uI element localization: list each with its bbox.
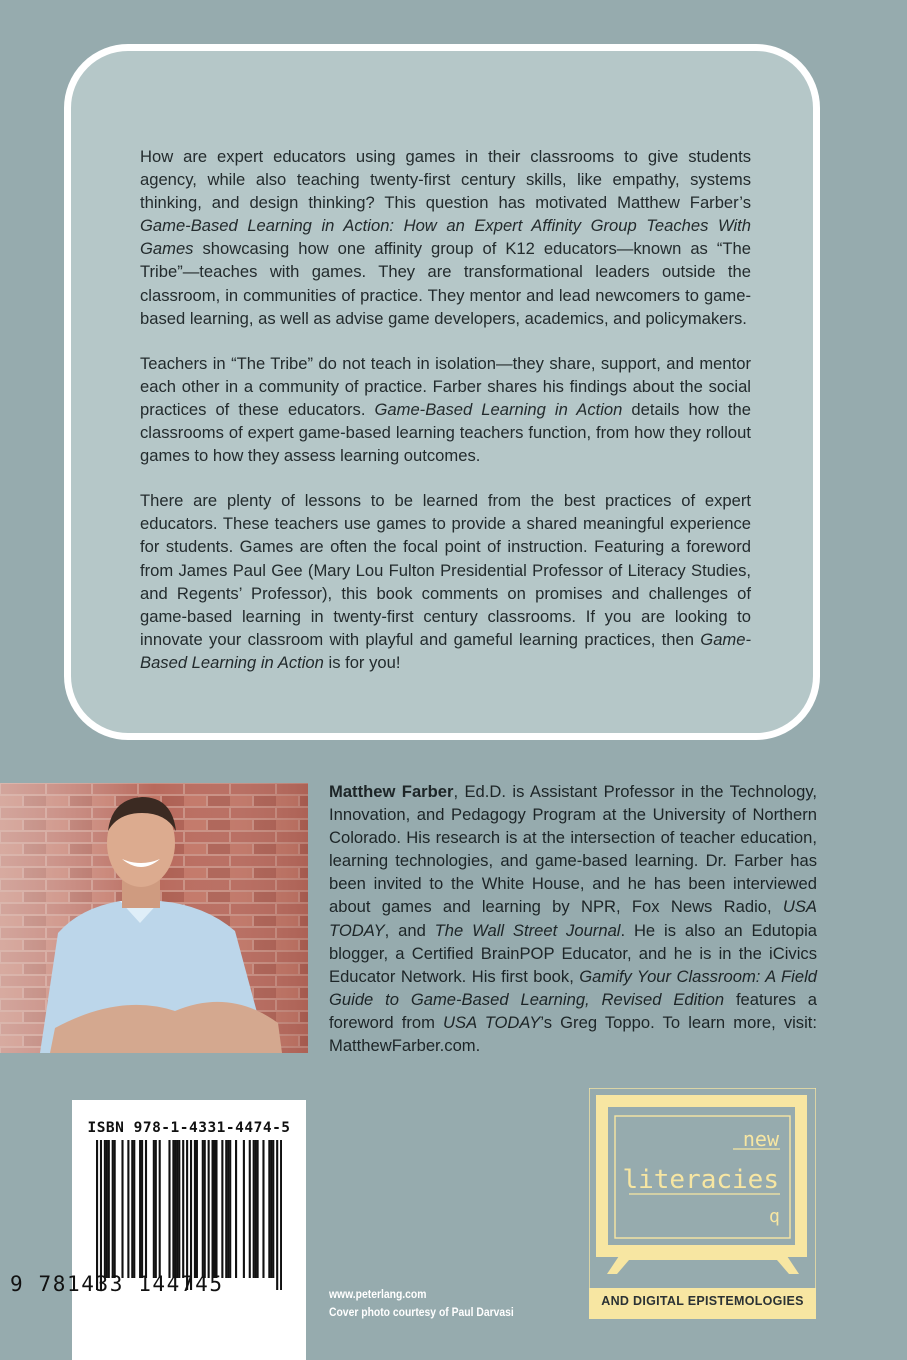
barcode-bar bbox=[213, 1140, 215, 1278]
barcode-bar bbox=[168, 1140, 170, 1278]
bio-run: , and bbox=[384, 920, 435, 940]
bio-run: Matthew Farber bbox=[329, 782, 454, 801]
blurb-run: is for you! bbox=[323, 652, 401, 672]
barcode-bar bbox=[131, 1140, 133, 1278]
series-logo bbox=[589, 1088, 816, 1319]
blurb-run: Game-Based Learning in Action bbox=[374, 399, 623, 419]
author-bio bbox=[329, 780, 817, 1057]
bio-run: features a foreword from bbox=[329, 989, 817, 1032]
barcode-bar bbox=[221, 1140, 223, 1278]
barcode bbox=[96, 1140, 282, 1290]
blurb-run: There are plenty of lessons to be learned from the best practices of expert educators. These teachers use games to provide a shared meaningful experience for students. Games are often the focal point of instruction. Featuring a foreword from James Paul Gee (Mary Lou Fulton Presidential Professor of Literacy Studies, and Regents’ Professor), this book comments on promises and challenges of game-based learning in twenty-first century classrooms. If you are looking to innovate your classroom with playful and gameful learning practices, then bbox=[140, 491, 751, 649]
barcode-bar bbox=[159, 1140, 161, 1278]
barcode-bar bbox=[182, 1140, 184, 1278]
bio-run: . He is also an Edutopia blogger, a Certified BrainPOP Educator, and he is in the iCivics Educator Network. His first book, bbox=[329, 920, 817, 986]
credits bbox=[329, 1285, 514, 1321]
barcode-bar bbox=[235, 1140, 237, 1278]
barcode-bar bbox=[270, 1140, 272, 1278]
barcode-bar bbox=[190, 1140, 192, 1290]
barcode-bar bbox=[202, 1140, 204, 1278]
barcode-bar bbox=[176, 1140, 178, 1278]
barcode-bar bbox=[262, 1140, 264, 1278]
barcode-bar bbox=[153, 1140, 155, 1278]
series-mark: q bbox=[769, 1206, 780, 1227]
bio-run: USA TODAY bbox=[329, 897, 817, 940]
barcode-bar bbox=[272, 1140, 274, 1278]
bio-run: The Wall Street Journal bbox=[434, 920, 621, 940]
barcode-bar bbox=[172, 1140, 174, 1278]
author-photo bbox=[0, 783, 308, 1053]
bio-run: ’s Greg Toppo. To learn more, visit: MatthewFarber.com. bbox=[329, 1012, 818, 1056]
barcode-bar bbox=[249, 1140, 251, 1278]
blurb-run: details how the classrooms of expert game-based learning teachers function, from how they rollout games to how they assess learning outcomes. bbox=[140, 399, 751, 466]
barcode-bar bbox=[178, 1140, 180, 1278]
barcode-bar bbox=[280, 1140, 282, 1290]
barcode-bar bbox=[243, 1140, 245, 1278]
barcode-bar bbox=[196, 1140, 198, 1278]
barcode-bar bbox=[255, 1140, 257, 1278]
barcode-bar bbox=[186, 1140, 188, 1290]
barcode-bar bbox=[96, 1140, 98, 1290]
barcode-bar bbox=[257, 1140, 259, 1278]
barcode-bar bbox=[229, 1140, 231, 1278]
series-word-new: new bbox=[742, 1127, 779, 1151]
barcode-bar bbox=[208, 1140, 210, 1278]
blurb-run: Game-Based Learning in Action bbox=[140, 629, 751, 672]
barcode-bar bbox=[112, 1140, 114, 1278]
barcode-bar bbox=[108, 1140, 110, 1278]
barcode-bar bbox=[227, 1140, 229, 1278]
barcode-bar bbox=[114, 1140, 116, 1278]
barcode-bar bbox=[212, 1140, 214, 1278]
barcode-bar bbox=[139, 1140, 141, 1278]
bio-run: USA TODAY bbox=[443, 1012, 541, 1032]
blurb-paragraph-1 bbox=[140, 145, 751, 330]
photo-credit: Cover photo courtesy of Paul Darvasi bbox=[329, 1305, 514, 1319]
barcode-bar bbox=[253, 1140, 255, 1278]
barcode-bar bbox=[127, 1140, 129, 1278]
series-subtitle: AND DIGITAL EPISTEMOLOGIES bbox=[601, 1294, 804, 1308]
barcode-bar bbox=[268, 1140, 270, 1278]
blurb-run: Game-Based Learning in Action: How an Expert Affinity Group Teaches With Games bbox=[140, 216, 751, 259]
barcode-bar bbox=[276, 1140, 278, 1290]
series-word-literacies: literacies bbox=[622, 1165, 779, 1195]
barcode-bar bbox=[194, 1140, 196, 1278]
barcode-bar bbox=[204, 1140, 206, 1278]
barcode-bar bbox=[174, 1140, 176, 1278]
barcode-bar bbox=[104, 1140, 106, 1278]
barcode-panel bbox=[72, 1100, 306, 1360]
barcode-bar bbox=[100, 1140, 102, 1290]
bio-run: Gamify Your Classroom: A Field Guide to Game-Based Learning, Revised Edition bbox=[329, 966, 817, 1009]
blurb-paragraph-2 bbox=[140, 352, 751, 467]
publisher-website[interactable]: www.peterlang.com bbox=[329, 1287, 427, 1301]
barcode-bar bbox=[106, 1140, 108, 1278]
blurb-paragraph-3 bbox=[140, 489, 751, 674]
barcode-bar bbox=[133, 1140, 135, 1278]
barcode-digits: 9 781433 144745 bbox=[10, 1272, 224, 1296]
isbn-label: ISBN 978-1-4331-4474-5 bbox=[87, 1120, 291, 1136]
barcode-bar bbox=[121, 1140, 123, 1278]
barcode-bar bbox=[155, 1140, 157, 1278]
barcode-bar bbox=[145, 1140, 147, 1278]
barcode-bar bbox=[215, 1140, 217, 1278]
blurb-run: How are expert educators using games in their classrooms to give students agency, while also teaching twenty-first century skills, like empathy, systems thinking, and design thinking? This question has motivated Matthew Farber’s bbox=[140, 147, 751, 213]
barcode-bar bbox=[141, 1140, 143, 1278]
blurb-run: showcasing how one affinity group of K12 educators—known as “The Tribe”—teaches with games. They are transformational leaders outside the classroom, in communities of practice. They mentor and lead newcomers to game-based learning, as well as advise game developers, academics, and policymakers. bbox=[140, 239, 751, 328]
barcode-bar bbox=[225, 1140, 227, 1278]
bio-run: , Ed.D. is Assistant Professor in the Technology, Innovation, and Pedagogy Program at the University of Northern Colorado. His research is at the intersection of teacher education, learning technologies, and game-based learning. Dr. Farber has been invited to the White House, and he has been interviewed about games and learning by NPR, Fox News Radio, bbox=[329, 782, 817, 917]
blurb-run: Teachers in “The Tribe” do not teach in isolation—they share, support, and mentor each other in a community of practice. Farber shares his findings about the social practices of these educators. bbox=[140, 353, 751, 419]
blurb-text bbox=[140, 145, 751, 696]
